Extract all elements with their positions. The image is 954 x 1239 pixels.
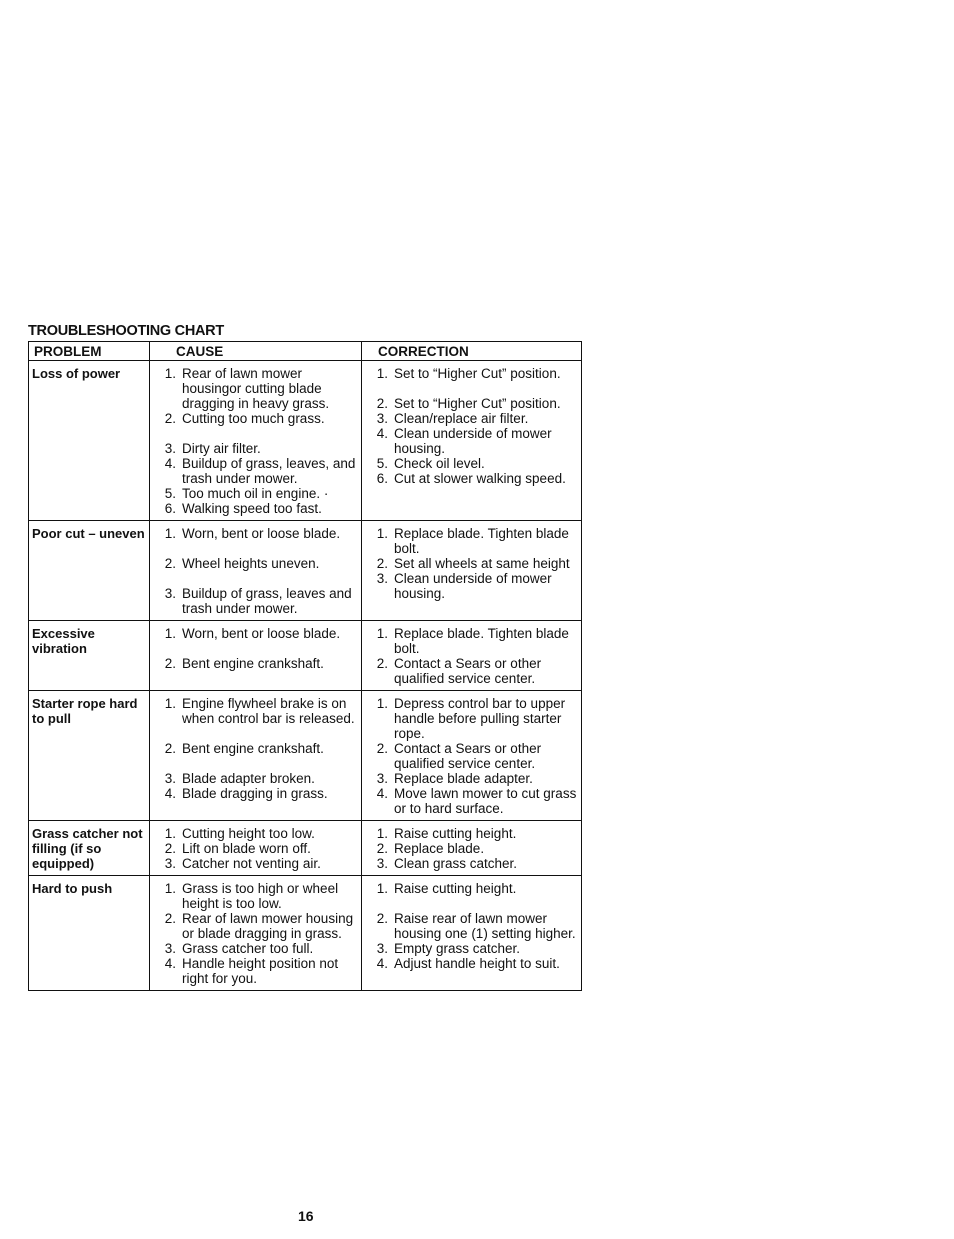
item-text: Replace blade. Tighten blade bolt.: [394, 626, 569, 656]
list-item: [362, 826, 581, 841]
correction-cell: [362, 876, 582, 991]
item-number: 1.: [164, 366, 176, 381]
table-row: [29, 691, 582, 821]
correction-list: [362, 881, 581, 971]
item-text: Engine flywheel brake is on when control bar is released.: [182, 696, 355, 726]
item-text: Blade dragging in grass.: [182, 786, 328, 801]
item-text: Blade adapter broken.: [182, 771, 315, 786]
item-number: 2.: [164, 841, 176, 856]
item-text: Clean underside of mower housing.: [394, 571, 552, 601]
chart-title: TROUBLESHOOTING CHART: [28, 323, 224, 339]
item-text: Rear of lawn mower housingor cutting blade dragging in heavy grass.: [182, 366, 330, 411]
header-correction: CORRECTION: [362, 342, 582, 361]
item-text: Contact a Sears or other qualified service center.: [394, 741, 542, 771]
list-item: [362, 786, 581, 816]
item-text: Set all wheels at same height: [394, 556, 570, 571]
correction-list: [362, 696, 581, 816]
item-number: 1.: [376, 526, 388, 541]
correction-cell: [362, 691, 582, 821]
item-number: 4.: [164, 956, 176, 971]
item-text: Handle height position not right for you.: [182, 956, 339, 986]
list-item: [150, 456, 361, 486]
item-number: 2.: [376, 741, 388, 756]
list-item: [150, 911, 361, 941]
item-number: 1.: [376, 626, 388, 641]
list-item: [362, 426, 581, 456]
troubleshooting-table: [28, 341, 582, 991]
item-text: Buildup of grass, leaves, and trash under mower.: [182, 456, 356, 486]
item-text: Move lawn mower to cut grass or to hard surface.: [394, 786, 577, 816]
correction-list: [362, 826, 581, 871]
list-item: [362, 696, 581, 741]
item-text: Walking speed too fast.: [182, 501, 322, 516]
item-number: 1.: [376, 826, 388, 841]
item-number: 2.: [376, 841, 388, 856]
item-number: 5.: [164, 486, 176, 501]
cause-list: [150, 881, 361, 986]
item-text: Replace blade. Tighten blade bolt.: [394, 526, 569, 556]
item-number: 3.: [164, 441, 176, 456]
item-number: 4.: [376, 426, 388, 441]
problem-cell: Loss of power: [29, 361, 150, 521]
item-text: Bent engine crankshaft.: [182, 656, 324, 671]
item-number: 2.: [164, 741, 176, 756]
list-item: [362, 571, 581, 601]
item-number: 1.: [376, 366, 388, 381]
item-number: 1.: [376, 881, 388, 896]
item-number: 3.: [164, 941, 176, 956]
problem-cell: Starter rope hard to pull: [29, 691, 150, 821]
cause-cell: [150, 691, 362, 821]
list-item: [150, 501, 361, 516]
list-item: [150, 556, 361, 571]
item-number: 1.: [164, 881, 176, 896]
item-number: 2.: [164, 556, 176, 571]
correction-cell: [362, 821, 582, 876]
cause-list: [150, 826, 361, 871]
list-item: [150, 941, 361, 956]
item-text: Depress control bar to upper handle before pulling starter rope.: [394, 696, 566, 741]
item-text: Catcher not venting air.: [182, 856, 321, 871]
list-item: [150, 771, 361, 786]
item-text: Raise rear of lawn mower housing one (1) setting higher.: [394, 911, 576, 941]
item-number: 4.: [376, 956, 388, 971]
list-item: [362, 526, 581, 556]
item-number: 3.: [376, 571, 388, 586]
item-text: Replace blade adapter.: [394, 771, 533, 786]
item-number: 2.: [376, 656, 388, 671]
item-text: Dirty air filter.: [182, 441, 261, 456]
item-number: 5.: [376, 456, 388, 471]
item-text: Check oil level.: [394, 456, 485, 471]
item-text: Worn, bent or loose blade.: [182, 626, 341, 641]
item-text: Buildup of grass, leaves and trash under mower.: [182, 586, 352, 616]
item-number: 1.: [164, 526, 176, 541]
table-row: [29, 821, 582, 876]
item-text: Raise cutting height.: [394, 826, 517, 841]
item-number: 3.: [376, 941, 388, 956]
header-cause: CAUSE: [150, 342, 362, 361]
list-item: [362, 741, 581, 771]
item-number: 3.: [376, 856, 388, 871]
item-number: 3.: [376, 771, 388, 786]
list-item: [362, 841, 581, 856]
cause-list: [150, 366, 361, 516]
list-item: [150, 486, 361, 501]
list-item: [362, 366, 581, 381]
list-item: [150, 881, 361, 911]
item-number: 1.: [164, 826, 176, 841]
item-text: Lift on blade worn off.: [182, 841, 311, 856]
item-number: 2.: [164, 656, 176, 671]
cause-cell: [150, 821, 362, 876]
item-number: 1.: [376, 696, 388, 711]
list-item: [362, 911, 581, 941]
item-number: 6.: [376, 471, 388, 486]
cause-cell: [150, 521, 362, 621]
cause-cell: [150, 621, 362, 691]
list-item: [150, 786, 361, 801]
item-text: Wheel heights uneven.: [182, 556, 320, 571]
list-item: [150, 656, 361, 671]
problem-cell: Poor cut – uneven: [29, 521, 150, 621]
list-item: [362, 771, 581, 786]
item-text: Cut at slower walking speed.: [394, 471, 566, 486]
item-number: 2.: [376, 396, 388, 411]
cause-list: [150, 696, 361, 801]
item-text: Adjust handle height to suit.: [394, 956, 560, 971]
item-text: Cutting too much grass.: [182, 411, 325, 426]
item-number: 4.: [376, 786, 388, 801]
list-item: [150, 366, 361, 411]
list-item: [362, 956, 581, 971]
header-row: [29, 342, 582, 361]
list-item: [150, 411, 361, 426]
cause-list: [150, 526, 361, 616]
item-text: Bent engine crankshaft.: [182, 741, 324, 756]
item-text: Contact a Sears or other qualified service center.: [394, 656, 542, 686]
correction-cell: [362, 621, 582, 691]
list-item: [362, 471, 581, 486]
correction-list: [362, 626, 581, 686]
item-number: 1.: [164, 626, 176, 641]
cause-list: [150, 626, 361, 671]
correction-list: [362, 526, 581, 601]
list-item: [150, 626, 361, 641]
item-text: Clean underside of mower housing.: [394, 426, 552, 456]
item-number: 6.: [164, 501, 176, 516]
problem-cell: Excessive vibration: [29, 621, 150, 691]
item-number: 2.: [164, 411, 176, 426]
list-item: [362, 626, 581, 656]
table-body: [29, 361, 582, 991]
item-number: 1.: [164, 696, 176, 711]
item-text: Too much oil in engine. ·: [182, 486, 329, 501]
item-number: 3.: [376, 411, 388, 426]
item-number: 2.: [376, 911, 388, 926]
header-problem: PROBLEM: [29, 342, 150, 361]
item-text: Clean/replace air filter.: [394, 411, 529, 426]
list-item: [362, 856, 581, 871]
table-row: [29, 876, 582, 991]
item-number: 2.: [376, 556, 388, 571]
list-item: [362, 411, 581, 426]
correction-cell: [362, 361, 582, 521]
page-number: 16: [298, 1208, 314, 1224]
list-item: [362, 456, 581, 471]
problem-cell: Grass catcher not filling (if so equipped): [29, 821, 150, 876]
table-row: [29, 621, 582, 691]
list-item: [362, 656, 581, 686]
list-item: [150, 441, 361, 456]
item-number: 2.: [164, 911, 176, 926]
item-number: 3.: [164, 771, 176, 786]
list-item: [362, 941, 581, 956]
item-text: Cutting height too low.: [182, 826, 315, 841]
item-text: Worn, bent or loose blade.: [182, 526, 341, 541]
item-text: Grass is too high or wheel height is too low.: [182, 881, 339, 911]
item-number: 4.: [164, 786, 176, 801]
list-item: [362, 881, 581, 896]
item-text: Empty grass catcher.: [394, 941, 521, 956]
list-item: [150, 841, 361, 856]
item-text: Set to “Higher Cut” position.: [394, 366, 561, 381]
table-row: [29, 521, 582, 621]
list-item: [150, 526, 361, 541]
cause-cell: [150, 361, 362, 521]
item-text: Raise cutting height.: [394, 881, 517, 896]
problem-cell: Hard to push: [29, 876, 150, 991]
list-item: [150, 696, 361, 726]
list-item: [150, 586, 361, 616]
item-text: Clean grass catcher.: [394, 856, 518, 871]
item-number: 3.: [164, 586, 176, 601]
table-row: [29, 361, 582, 521]
list-item: [150, 741, 361, 756]
item-number: 4.: [164, 456, 176, 471]
correction-list: [362, 366, 581, 486]
list-item: [150, 956, 361, 986]
item-number: 3.: [164, 856, 176, 871]
correction-cell: [362, 521, 582, 621]
list-item: [150, 856, 361, 871]
item-text: Replace blade.: [394, 841, 485, 856]
cause-cell: [150, 876, 362, 991]
item-text: Set to “Higher Cut” position.: [394, 396, 561, 411]
item-text: Rear of lawn mower housing or blade dragging in grass.: [182, 911, 354, 941]
list-item: [362, 396, 581, 411]
list-item: [362, 556, 581, 571]
list-item: [150, 826, 361, 841]
item-text: Grass catcher too full.: [182, 941, 314, 956]
